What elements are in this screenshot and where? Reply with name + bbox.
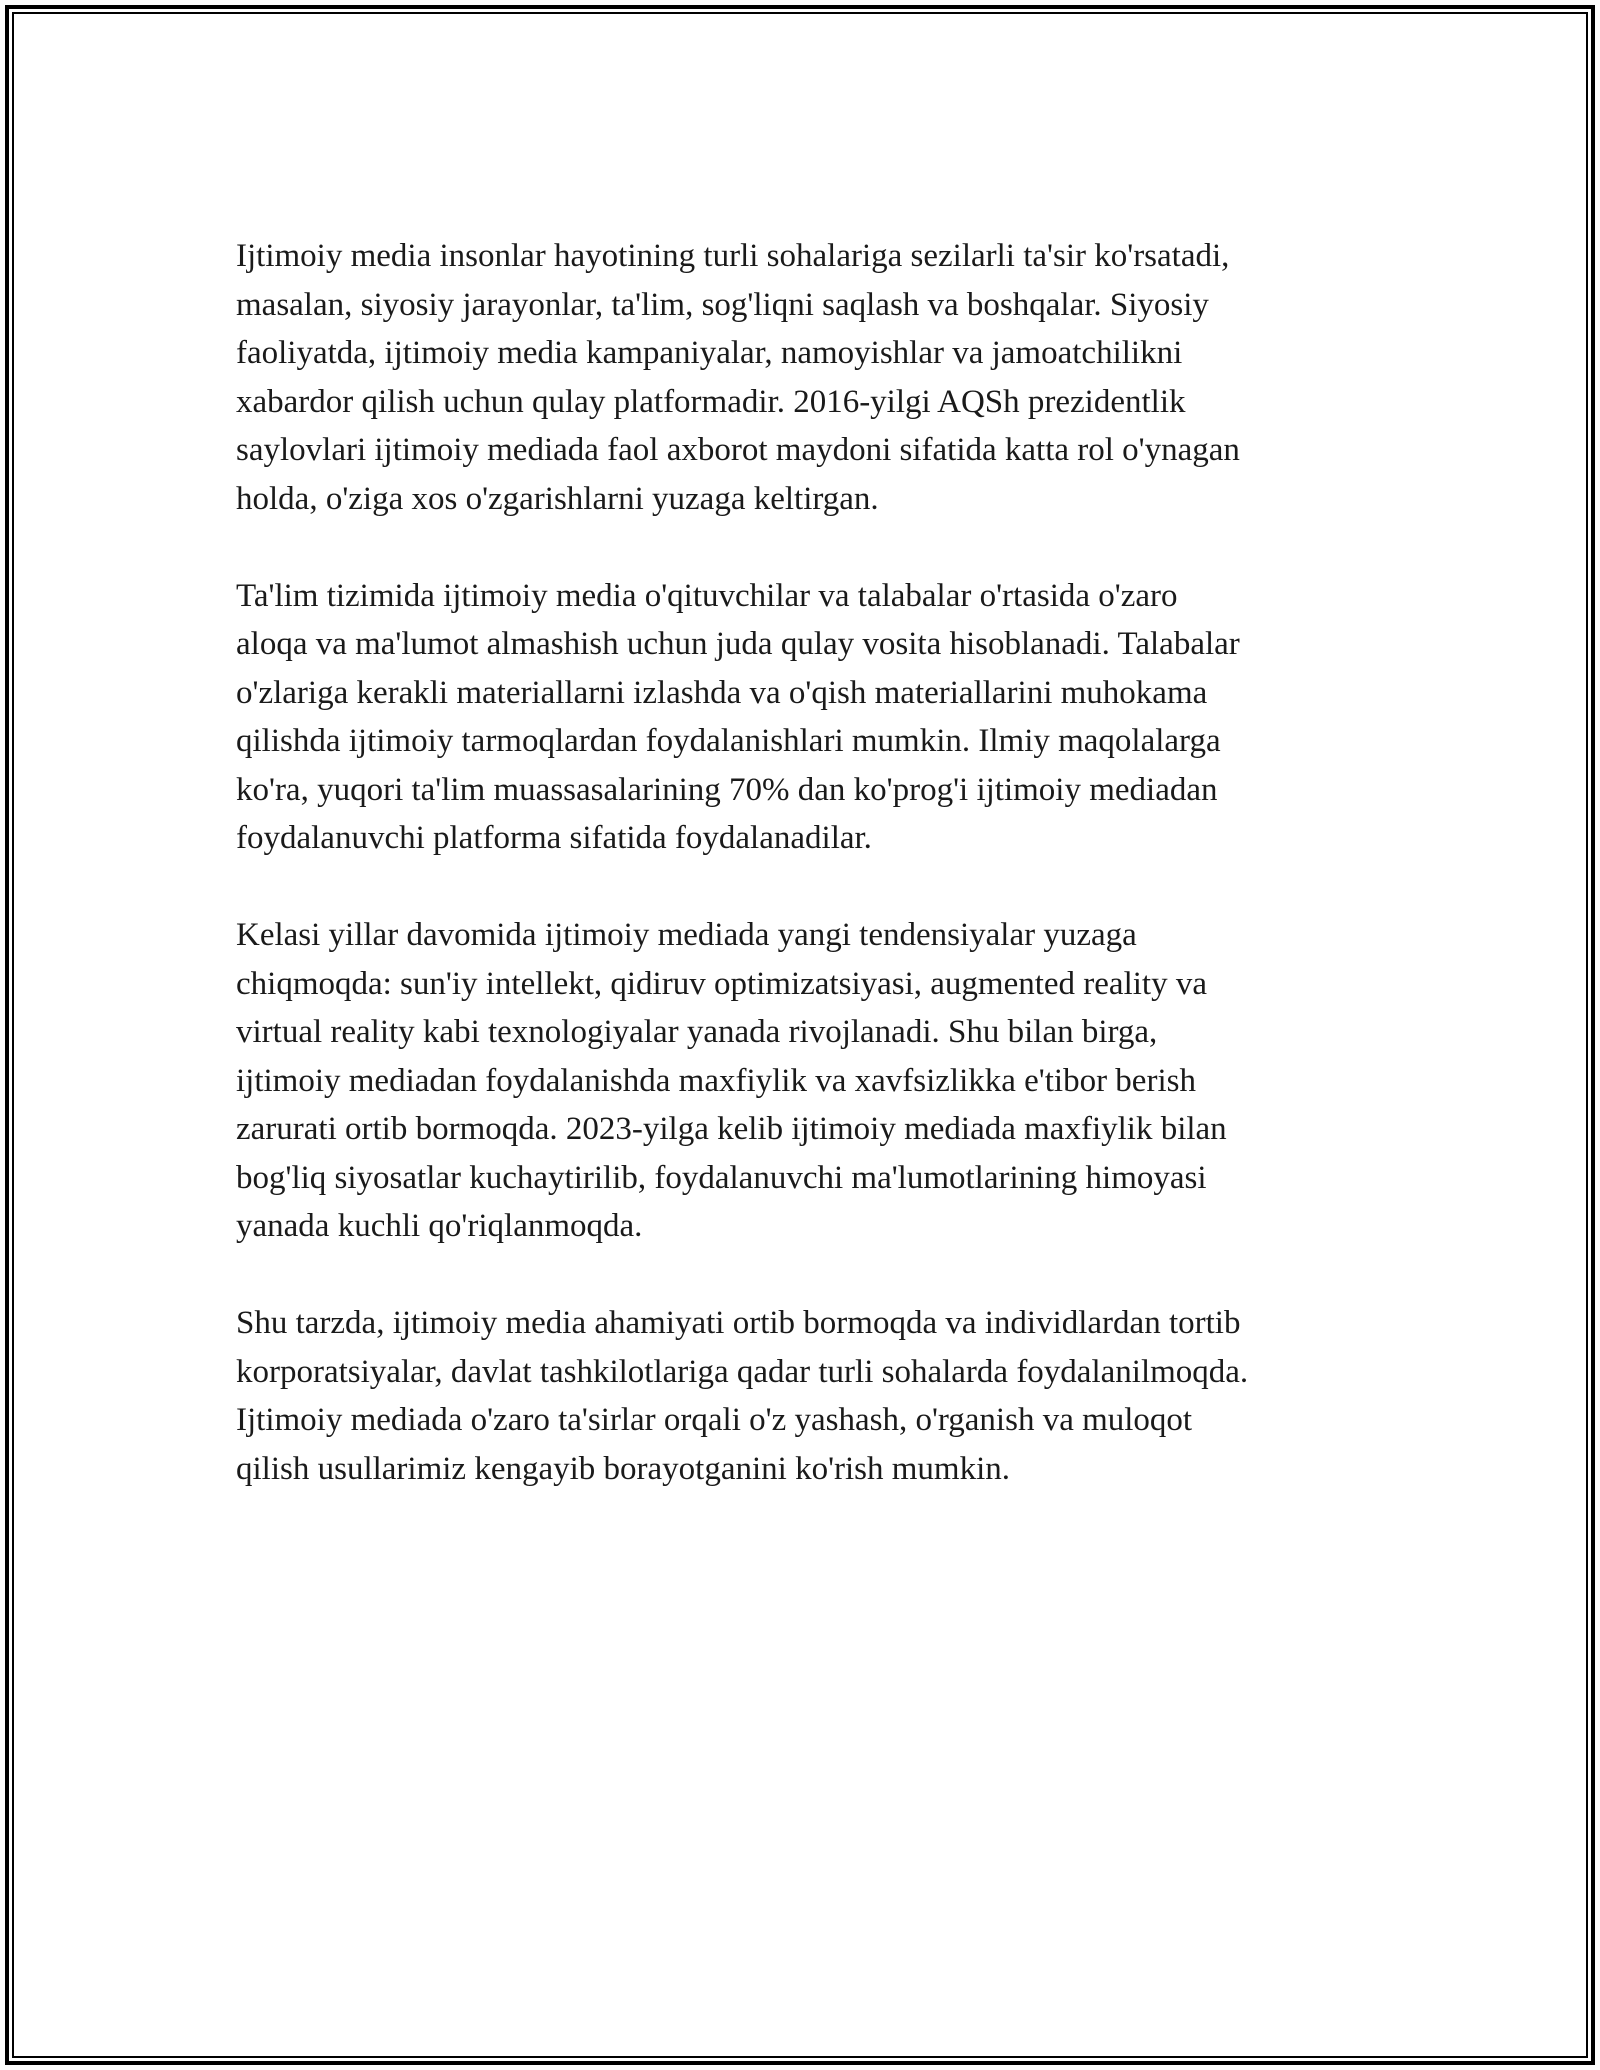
paragraph-3: Kelasi yillar davomida ijtimoiy mediada yangi tendensiyalar yuzaga chiqmoqda: sun'iy intellekt, qidiruv optimizatsiyasi, augmented reality va virtual reality kabi texnologiyalar yanada rivojlanadi. Shu bilan birga, ijtimoiy mediadan foydalanishda maxfiylik va xavfsizlikka e'tibor berish zarurati ortib bormoqda. 2023-yilga kelib ijtimoiy mediada maxfiylik bilan bog'liq siyosatlar kuchaytirilib, foydalanuvchi ma'lumotlarining himoyasi yanada kuchli qo'riqlanmoqda. bbox=[236, 917, 1227, 1244]
paragraph-2: Ta'lim tizimida ijtimoiy media o'qituvchilar va talabalar o'rtasida o'zaro aloqa va ma'lumot almashish uchun juda qulay vosita hisoblanadi. Talabalar o'zlariga kerakli materiallarni izlashda va o'qish materiallarini muhokama qilishda ijtimoiy tarmoqlardan foydalanishlari mumkin. Ilmiy maqolalarga ko'ra, yuqori ta'lim muassasalarining 70% dan ko'prog'i ijtimoiy mediadan foydalanuvchi platforma sifatida foydalanadilar. bbox=[236, 577, 1240, 856]
paragraph-4: Shu tarzda, ijtimoiy media ahamiyati ortib bormoqda va individlardan tortib korporatsiyalar, davlat tashkilotlariga qadar turli sohalarda foydalanilmoqda. Ijtimoiy mediada o'zaro ta'sirlar orqali o'z yashash, o'rganish va muloqot qilish usullarimiz kengayib borayotganini ko'rish mumkin. bbox=[236, 1305, 1249, 1487]
document-body bbox=[236, 232, 1386, 1542]
paragraph-1: Ijtimoiy media insonlar hayotining turli sohalariga sezilarli ta'sir ko'rsatadi, masalan, siyosiy jarayonlar, ta'lim, sog'liqni saqlash va boshqalar. Siyosiy faoliyatda, ijtimoiy media kampaniyalar, namoyishlar va jamoatchilikni xabardor qilish uchun qulay platformadir. 2016-yilgi AQSh prezidentlik saylovlari ijtimoiy mediada faol axborot maydoni sifatida katta rol o'ynagan holda, o'ziga xos o'zgarishlarni yuzaga keltirgan. bbox=[236, 238, 1240, 517]
